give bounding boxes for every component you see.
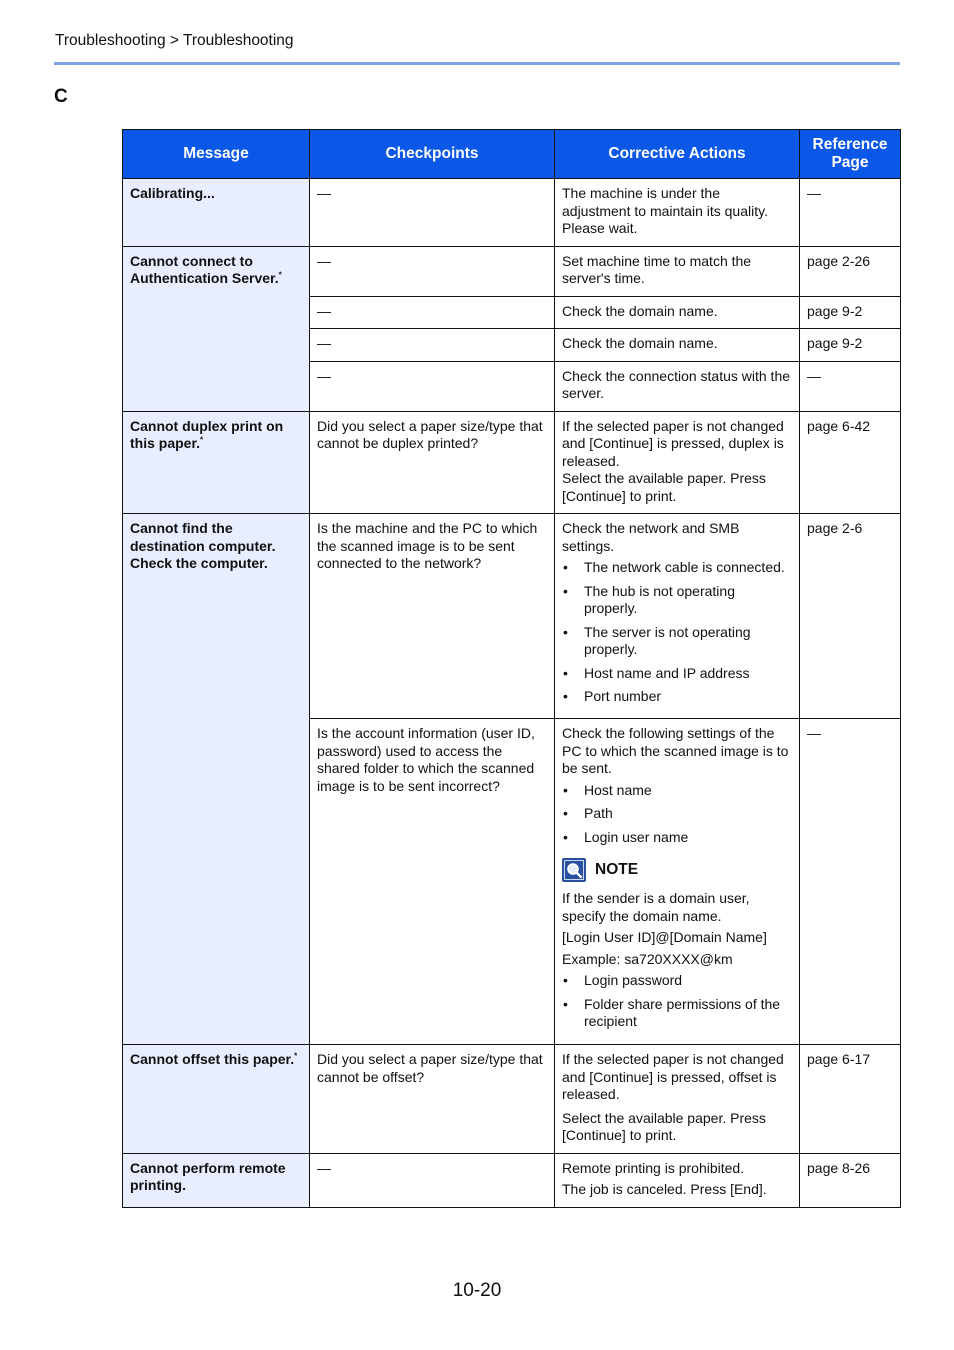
table-row <box>123 411 901 514</box>
action-text: Check the following settings of the PC to which the scanned image is to be sent. <box>562 725 789 776</box>
error-message-table <box>122 129 901 1208</box>
checkpoint-cell: — <box>310 329 555 362</box>
reference-cell: page 9-2 <box>800 329 901 362</box>
list-item: • Login password <box>562 972 792 990</box>
action-text: Remote printing is prohibited. <box>562 1159 745 1176</box>
action-cell <box>555 514 800 719</box>
checkpoint-cell: — <box>310 246 555 296</box>
reference-cell: page 2-26 <box>800 246 901 296</box>
column-header-checkpoints: Checkpoints <box>310 130 555 179</box>
table-row <box>123 179 901 247</box>
table-row <box>123 514 901 719</box>
action-cell: Check the connection status with the server. <box>555 361 800 411</box>
footnote-asterisk: * <box>200 435 204 445</box>
action-text: The job is canceled. Press [End]. <box>562 1181 767 1197</box>
checkpoint-cell: Is the machine and the PC to which the scanned image is to be sent connected to the network? <box>310 514 555 719</box>
action-cell: Set machine time to match the server's time. <box>555 246 800 296</box>
footnote-asterisk: * <box>278 270 282 280</box>
note-heading <box>562 858 792 882</box>
column-header-corrective-actions: Corrective Actions <box>555 130 800 179</box>
checkpoint-cell: — <box>310 179 555 247</box>
action-cell <box>555 1153 800 1207</box>
section-letter: C <box>54 86 68 107</box>
message-cell: Calibrating... <box>123 179 310 247</box>
bullet-list <box>562 782 792 847</box>
list-item: • Host name and IP address <box>562 665 792 683</box>
note-format: [Login User ID]@[Domain Name] <box>562 929 767 945</box>
reference-cell: page 6-42 <box>800 411 901 514</box>
reference-cell: page 8-26 <box>800 1153 901 1207</box>
checkpoint-cell: — <box>310 296 555 329</box>
action-cell <box>555 1045 800 1154</box>
reference-cell: — <box>800 179 901 247</box>
action-cell <box>555 411 800 514</box>
message-text: Cannot duplex print on this paper. <box>130 417 284 451</box>
list-item: • The server is not operating properly. <box>562 624 792 659</box>
bullet-list <box>562 559 792 706</box>
action-cell <box>555 719 800 1045</box>
message-cell <box>123 246 310 411</box>
message-text: Cannot offset this paper. <box>130 1051 295 1067</box>
reference-cell: page 9-2 <box>800 296 901 329</box>
message-text: Cannot connect to Authentication Server. <box>130 252 279 286</box>
reference-cell: page 2-6 <box>800 514 901 719</box>
table-row <box>123 1153 901 1207</box>
checkpoint-cell: — <box>310 1153 555 1207</box>
action-text: Select the available paper. Press [Continue] to print. <box>562 1109 766 1143</box>
reference-cell: — <box>800 361 901 411</box>
bullet-list <box>562 972 792 1031</box>
list-item: • Path <box>562 805 792 823</box>
magnifier-note-icon <box>562 858 586 882</box>
table-header-row <box>123 130 901 179</box>
action-text: If the selected paper is not changed and [Continue] is pressed, offset is released. <box>562 1051 784 1102</box>
reference-cell: — <box>800 719 901 1045</box>
checkpoint-cell: Did you select a paper size/type that cannot be offset? <box>310 1045 555 1154</box>
reference-cell: page 6-17 <box>800 1045 901 1154</box>
note-text: If the sender is a domain user, specify the domain name. <box>562 890 750 924</box>
list-item: • The hub is not operating properly. <box>562 583 792 618</box>
message-cell <box>123 1045 310 1154</box>
checkpoint-cell: — <box>310 361 555 411</box>
page-number: 10-20 <box>452 1280 502 1301</box>
action-text: Check the network and SMB settings. <box>562 520 740 554</box>
list-item: • Host name <box>562 782 792 800</box>
message-cell: Cannot find the destination computer. Check the computer. <box>123 514 310 1045</box>
table-row <box>123 246 901 296</box>
breadcrumb: Troubleshooting > Troubleshooting <box>55 32 294 49</box>
note-title: NOTE <box>595 861 639 879</box>
action-text: If the selected paper is not changed and [Continue] is pressed, duplex is released. <box>562 417 784 469</box>
table-row <box>123 1045 901 1154</box>
list-item: • Folder share permissions of the recipient <box>562 996 792 1031</box>
action-cell: Check the domain name. <box>555 329 800 362</box>
action-text: Select the available paper. Press [Continue] to print. <box>562 470 766 504</box>
column-header-message: Message <box>123 130 310 179</box>
action-cell: The machine is under the adjustment to maintain its quality. Please wait. <box>555 179 800 247</box>
column-header-reference-page: Reference Page <box>800 130 901 179</box>
footnote-asterisk: * <box>294 1051 298 1061</box>
message-cell: Cannot perform remote printing. <box>123 1153 310 1207</box>
message-cell <box>123 411 310 514</box>
list-item: • Port number <box>562 688 792 706</box>
header-divider <box>54 62 900 65</box>
checkpoint-cell: Is the account information (user ID, password) used to access the shared folder to which the scanned image is to be sent incorrect? <box>310 719 555 1045</box>
note-example: Example: sa720XXXX@km <box>562 950 733 967</box>
list-item: • Login user name <box>562 829 792 847</box>
action-cell: Check the domain name. <box>555 296 800 329</box>
list-item: • The network cable is connected. <box>562 559 792 577</box>
checkpoint-cell: Did you select a paper size/type that cannot be duplex printed? <box>310 411 555 514</box>
